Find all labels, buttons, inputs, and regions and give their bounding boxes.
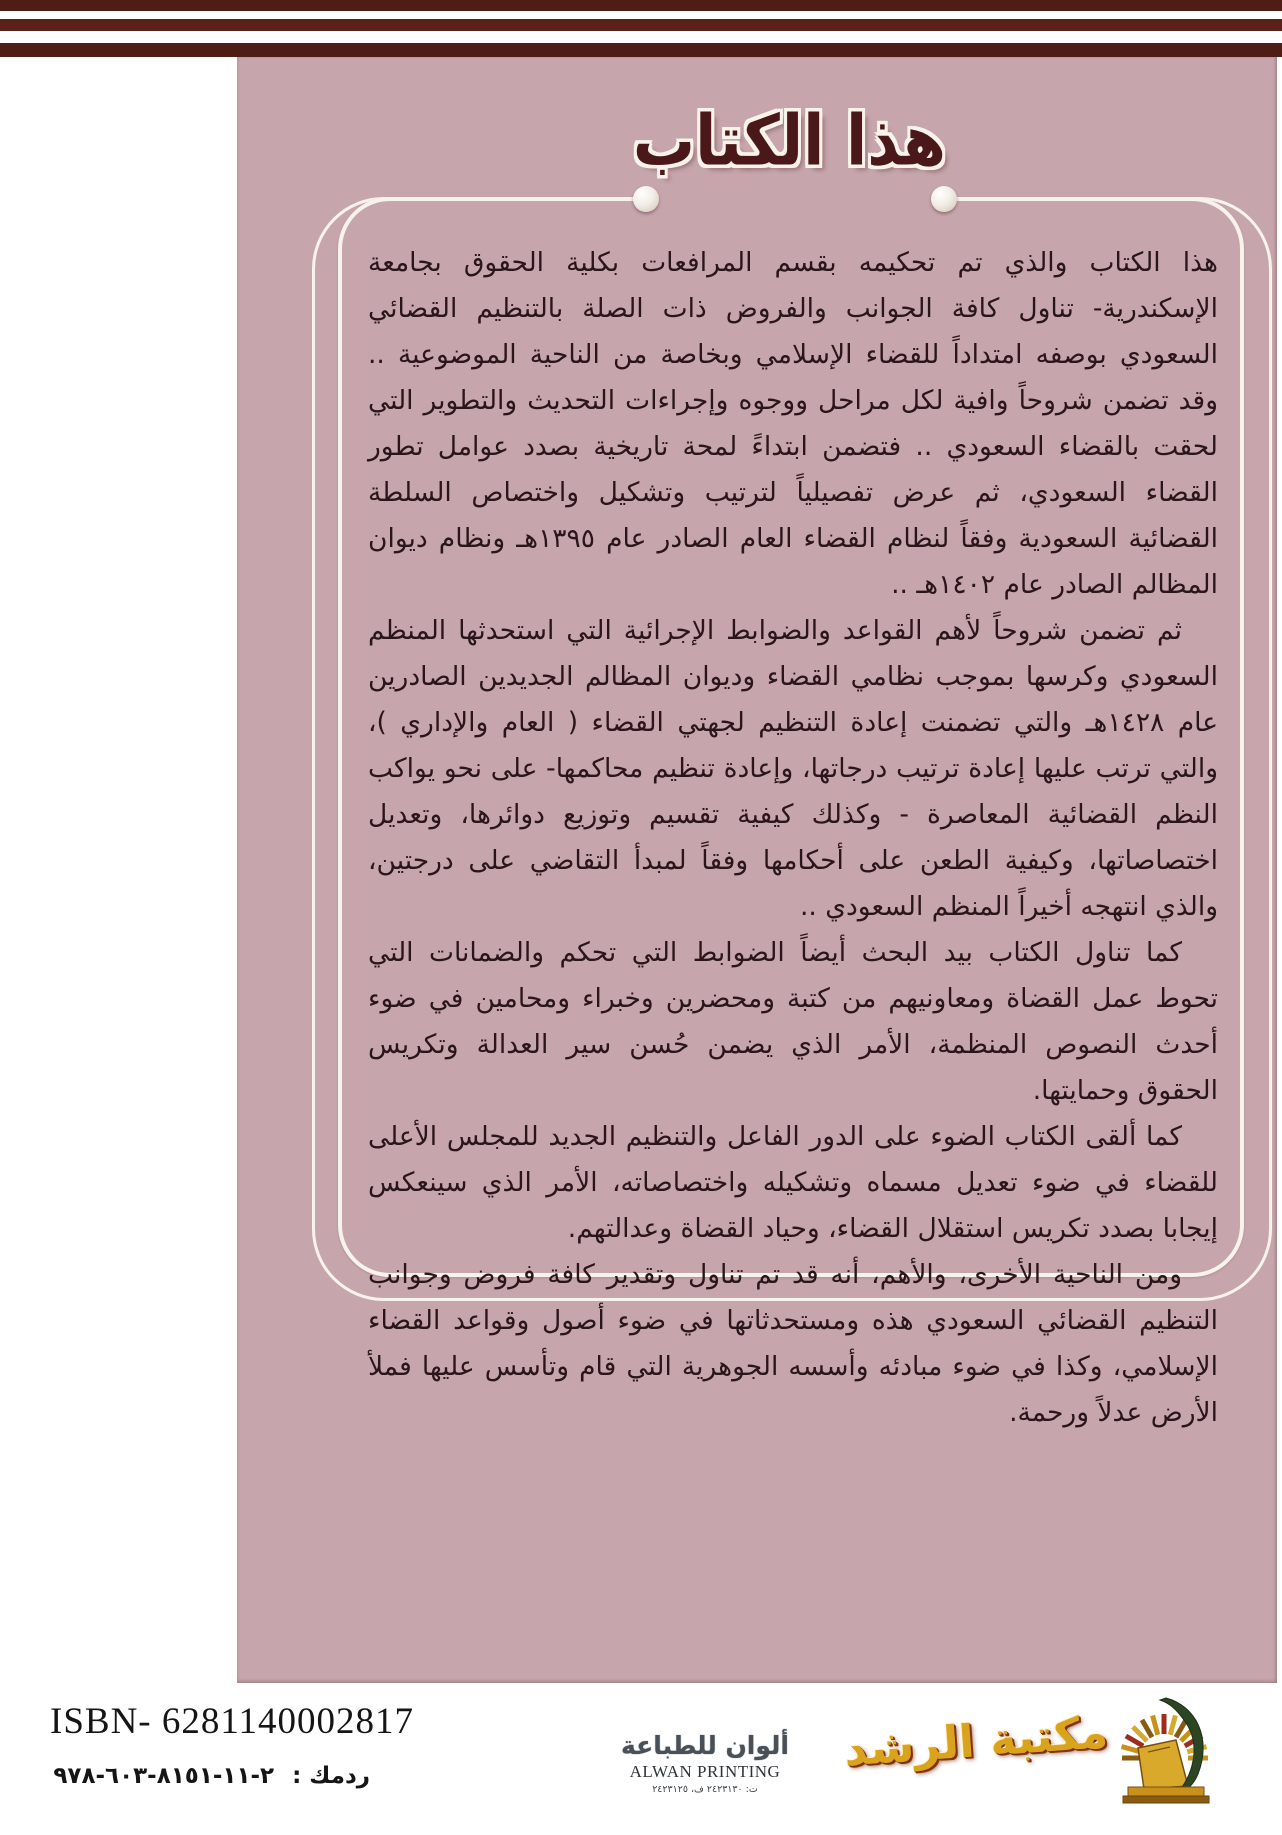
top-border-stripes: [0, 0, 1282, 57]
description-paragraph: كما ألقى الكتاب الضوء على الدور الفاعل والتنظيم الجديد للمجلس الأعلى للقضاء في ضوء تعديل مسماه وتشكيله واختصاصاته، الأمر الذي سينعكس إيجابا بصدد تكريس استقلال القضاء، وحياد القضاة وعدالتهم.: [368, 1121, 1218, 1244]
printer-phone: ت: ٢٤٢٣١٣٠ ف، ٢٤٢٣١٢٥: [652, 1784, 758, 1795]
divider-dot-right-icon: [931, 186, 957, 212]
isbn-arabic: [53, 1763, 370, 1789]
stripe-middle: [0, 19, 1282, 31]
printer-logo: [618, 1731, 792, 1795]
section-title: هذا الكتاب: [632, 99, 946, 182]
isbn-number: ISBN- 6281140002817: [50, 1701, 414, 1742]
isbn-arabic-number: ٩٧٨-٦٠٣-٨١٥١-١١-٢: [53, 1763, 275, 1789]
description-paragraph: ثم تضمن شروحاً لأهم القواعد والضوابط الإجرائية التي استحدثها المنظم السعودي وكرسها بموجب نظامي القضاء وديوان المظالم الجديدين الصادرين عام ١٤٢٨هـ والتي تضمنت إعادة التنظيم لجهتي القضاء ( العام والإداري )، والتي ترتب عليها إعادة ترتيب درجاتها، وإعادة تنظيم محاكمها- على نحو يواكب النظم القضائية المعاصرة - وكذلك كيفية تقسيم وتوزيع دوائرها، وتعديل اختصاصاتها، وكيفية الطعن على أحكامها وفقاً لمبدأ التقاضي على درجتين، والذي انتهجه أخيراً المنظم السعودي ..: [368, 615, 1219, 922]
stripe-top: [0, 0, 1282, 11]
description-paragraph: هذا الكتاب والذي تم تحكيمه بقسم المرافعات بكلية الحقوق بجامعة الإسكندرية- تناول كافة الجوانب والفروض ذات الصلة بالتنظيم القضائي السعودي بوصفه امتداداً للقضاء الإسلامي وبخاصة من الناحية الموضوعية .. وقد تضمن شروحاً وافية لكل مراحل ووجوه وإجراءات التحديث والتطوير التي لحقت بالقضاء السعودي .. فتضمن ابتداءً لمحة تاريخية بصدد عوامل تطور القضاء السعودي، ثم عرض تفصيلياً لترتيب وتشكيل واختصاص السلطة القضائية السعودية وفقاً لنظام القضاء العام الصادر عام ١٣٩٥هـ ونظام ديوان المظالم الصادر عام ١٤٠٢هـ ..: [368, 247, 1219, 600]
stripe-bottom: [0, 43, 1282, 57]
book-description: [368, 240, 1218, 1436]
printer-name-english: ALWAN PRINTING: [629, 1762, 781, 1781]
publisher-name-calligraphy: مكتبة الرشد: [842, 1705, 1110, 1777]
printer-name-arabic: ألوان للطباعة: [620, 1731, 790, 1760]
publisher-emblem-icon: [1118, 1692, 1218, 1806]
divider-dot-left-icon: [633, 186, 659, 212]
description-paragraph: ومن الناحية الأخرى، والأهم، أنه قد تم تناول وتقدير كافة فروض وجوانب التنظيم القضائي السعودي هذه ومستحدثاتها في ضوء أصول وقواعد القضاء الإسلامي، وكذا في ضوء مبادئه وأسسه الجوهرية التي قام وتأسس عليها فملأ الأرض عدلاً ورحمة.: [368, 1259, 1218, 1428]
isbn-arabic-label: ردمك :: [292, 1763, 370, 1789]
description-paragraph: كما تناول الكتاب بيد البحث أيضاً الضوابط التي تحكم والضمانات التي تحوط عمل القضاة ومعاونيهم من كتبة ومحضرين وخبراء ومحامين في ضوء أحدث النصوص المنظمة، الأمر الذي يضمن حُسن سير العدالة وتكريس الحقوق وحمايتها.: [368, 937, 1218, 1106]
book-cover: [237, 57, 1277, 1683]
